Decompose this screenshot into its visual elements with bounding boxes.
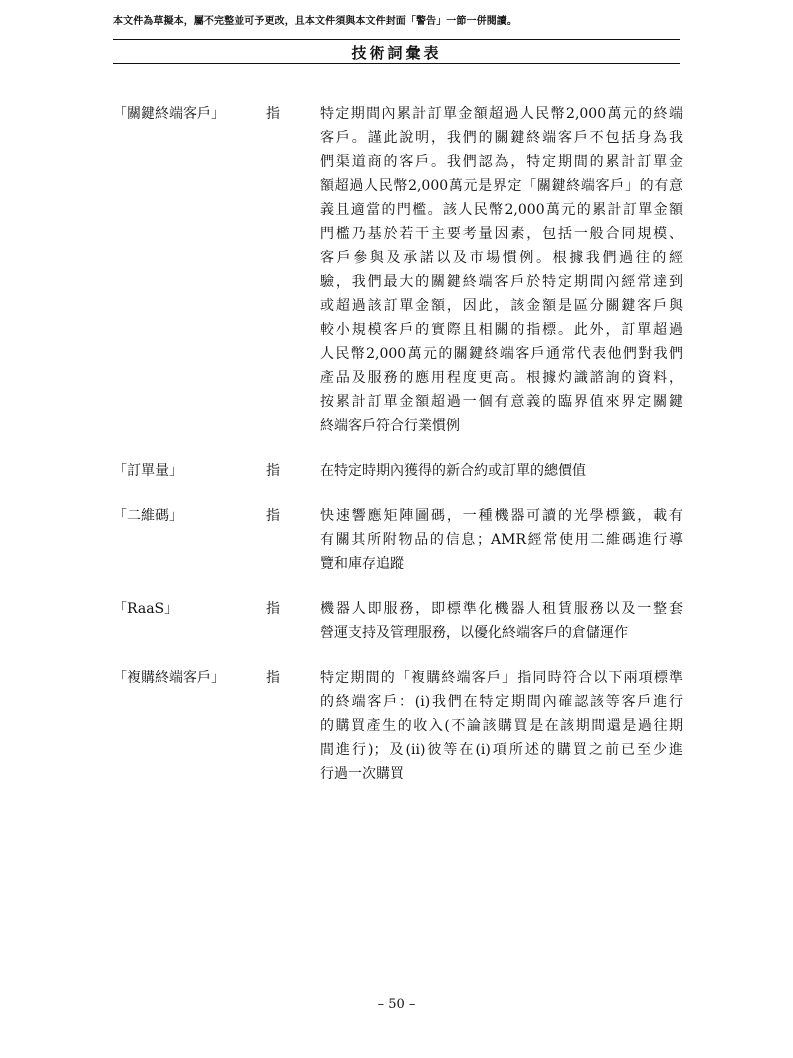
refers-to-marker: 指 (266, 670, 280, 686)
definition-line: 覽和庫存追蹤 (320, 556, 404, 572)
definition-line: 的終端客戶：(i)我們在特定期間內確認該等客戶進行 (320, 694, 683, 710)
header-rule-bottom (113, 63, 680, 64)
draft-disclaimer: 本文件為草擬本，屬不完整並可予更改，且本文件須與本文件封面「警告」一節一併閱讀。 (113, 16, 517, 27)
definition-line: 行過一次購買 (320, 766, 404, 782)
definition-line: 客戶。謹此說明，我們的關鍵終端客戶不包括身為我 (320, 130, 683, 146)
glossary-term: 「二維碼」 (113, 508, 183, 524)
page-title: 技術詞彙表 (351, 44, 442, 62)
definition-line: 門檻乃基於若干主要考量因素，包括一般合同規模、 (320, 226, 683, 242)
definition-line: 額超過人民幣2,000萬元是界定「關鍵終端客戶」的有意 (320, 178, 683, 194)
refers-to-marker: 指 (266, 463, 280, 479)
definition-line: 間進行)；及(ii)彼等在(i)項所述的購買之前已至少進 (320, 742, 683, 758)
glossary-term: 「關鍵終端客戶」 (113, 106, 225, 122)
refers-to-marker: 指 (266, 508, 280, 524)
definition-line: 在特定時期內獲得的新合約或訂單的總價值 (320, 463, 586, 479)
definition-line: 特定期間的「複購終端客戶」指同時符合以下兩項標準 (320, 670, 683, 686)
glossary-list (113, 102, 683, 807)
glossary-definition (320, 459, 683, 483)
definition-line: 營運支持及管理服務，以優化終端客戶的倉儲運作 (320, 625, 628, 641)
definition-line: 較小規模客戶的實際且相關的指標。此外，訂單超過 (320, 322, 683, 338)
glossary-entry-key-end-customer (113, 102, 683, 438)
glossary-entry-raas (113, 597, 683, 645)
definition-line: 或超過該訂單金額，因此，該金額是區分關鍵客戶與 (320, 298, 683, 314)
glossary-entry-order-volume (113, 459, 683, 483)
definition-line: 人民幣2,000萬元的關鍵終端客戶通常代表他們對我們 (320, 346, 683, 362)
refers-to-marker: 指 (266, 601, 280, 617)
glossary-entry-repeat-end-customer (113, 666, 683, 786)
glossary-entry-qr-code (113, 504, 683, 576)
glossary-definition (320, 504, 683, 576)
definition-line: 終端客戶符合行業慣例 (320, 418, 460, 434)
definition-line: 們渠道商的客戶。我們認為，特定期間的累計訂單金 (320, 154, 683, 170)
glossary-definition (320, 666, 683, 786)
glossary-term: 「訂單量」 (113, 463, 183, 479)
definition-line: 產品及服務的應用程度更高。根據灼識諮詢的資料， (320, 370, 683, 386)
glossary-definition (320, 597, 683, 645)
definition-line: 特定期間內累計訂單金額超過人民幣2,000萬元的終端 (320, 106, 683, 122)
glossary-term: 「RaaS」 (113, 601, 179, 617)
glossary-definition (320, 102, 683, 438)
header-rule-top (113, 39, 680, 40)
definition-line: 按累計訂單金額超過一個有意義的臨界值來界定關鍵 (320, 394, 683, 410)
page-number: – 50 – (377, 997, 416, 1012)
glossary-term: 「複購終端客戶」 (113, 670, 225, 686)
definition-line: 的購買產生的收入(不論該購買是在該期間還是過往期 (320, 718, 683, 734)
definition-line: 客戶參與及承諾以及市場慣例。根據我們過往的經 (320, 250, 683, 266)
definition-line: 有關其所附物品的信息；AMR經常使用二維碼進行導 (320, 532, 683, 548)
definition-line: 義且適當的門檻。該人民幣2,000萬元的累計訂單金額 (320, 202, 683, 218)
refers-to-marker: 指 (266, 106, 280, 122)
definition-line: 驗，我們最大的關鍵終端客戶於特定期間內經常達到 (320, 274, 683, 290)
definition-line: 機器人即服務，即標準化機器人租賃服務以及一整套 (320, 601, 683, 617)
definition-line: 快速響應矩陣圖碼，一種機器可讀的光學標籤，載有 (320, 508, 683, 524)
